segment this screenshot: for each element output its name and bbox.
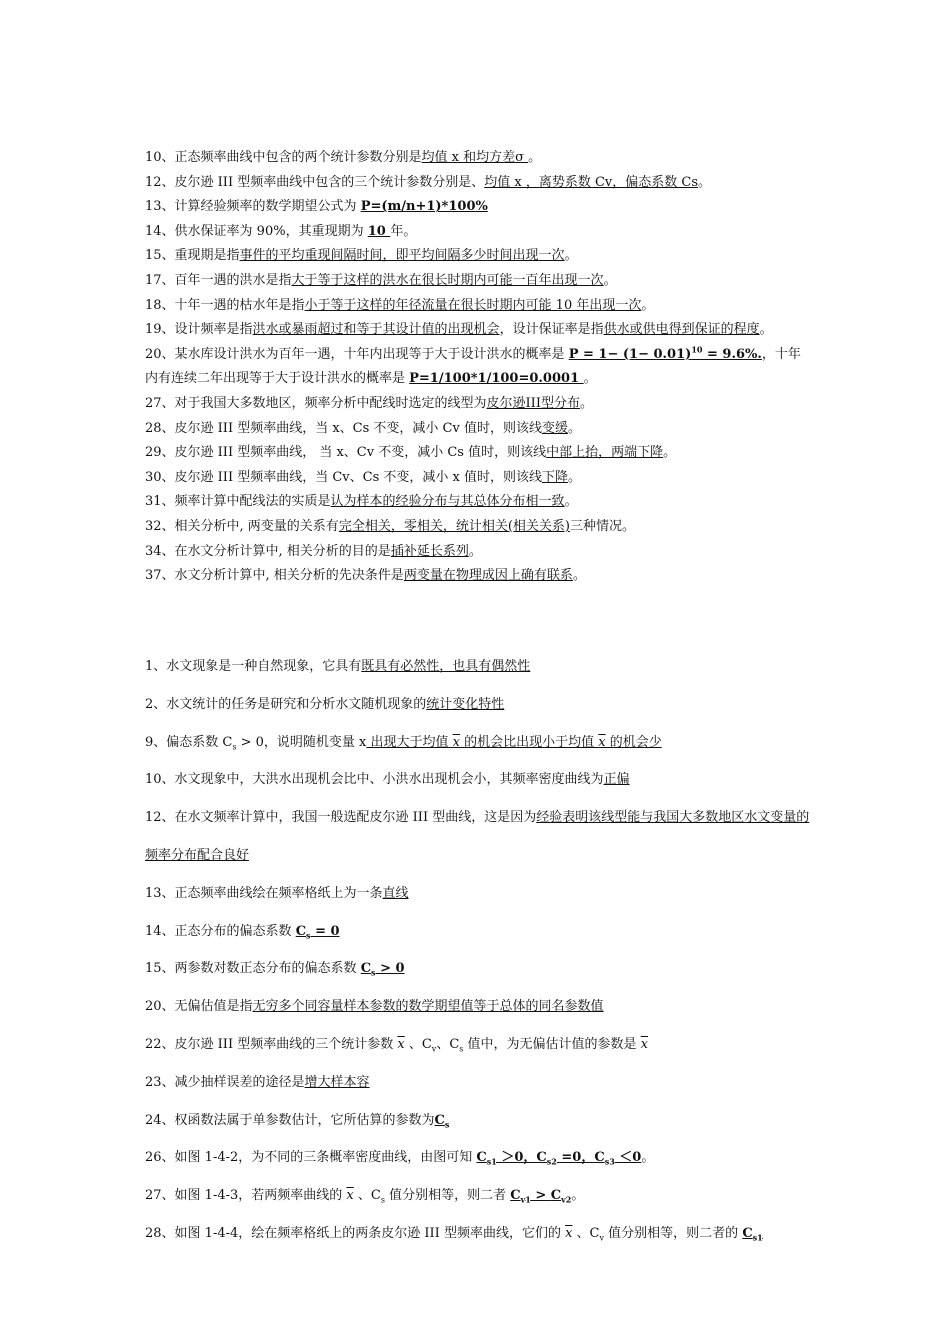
x-bar-symbol: $\overline{x}$ (346, 1188, 354, 1204)
symbol: C (742, 1225, 753, 1241)
punctuation: 。 (568, 420, 582, 436)
answer-text: 变缓 (541, 420, 568, 436)
question-text: 1、水文现象是一种自然现象，它具有 (145, 659, 362, 674)
subscript: v2 (561, 1194, 572, 1205)
question-text: 14、正态分布的偏态系数 (145, 923, 296, 939)
answer-part: 的机会比出现小于均值 (459, 734, 599, 750)
question-text: > 0，说明随机变量 x (236, 734, 367, 750)
symbol: C (476, 1150, 487, 1166)
question-text: 23、减少抽样误差的途径是 (145, 1074, 305, 1090)
punctuation: 。 (571, 1188, 585, 1204)
punctuation: 。 (564, 494, 578, 510)
punctuation: 。 (698, 174, 712, 190)
question-text: 10、正态频率曲线中包含的两个统计参数分别是 (145, 150, 422, 165)
subscript: v1 (520, 1194, 531, 1205)
question-text: 13、正态频率曲线绘在频率格纸上为一条 (145, 885, 383, 901)
question-31 (145, 490, 810, 515)
answer-text: 均值 x ，离势系数 Cv，偏态系数 Cs (484, 174, 698, 190)
question-text: 13、计算经验频率的数学期望公式为 (145, 199, 361, 215)
question-text: 20、某水库设计洪水为百年一遇，十年内出现等于大于设计洪水的概率是 (145, 346, 569, 362)
question-text: 值分别相等，则二者的 (604, 1225, 743, 1241)
question-29 (145, 441, 810, 466)
question-18 (145, 294, 810, 319)
question-23 (145, 1064, 810, 1102)
subscript: s (380, 1195, 385, 1205)
answer-text: 插补延长系列 (390, 543, 469, 559)
punctuation: 。 (759, 322, 773, 338)
answer-text (435, 1113, 450, 1128)
answer-text: 供水或供电得到保证的程度 (603, 322, 760, 338)
symbol: C (594, 1150, 605, 1166)
question-text: 10、水文现象中，大洪水出现机会比中、小洪水出现机会小，其频率密度曲线为 (145, 772, 604, 788)
question-32 (145, 515, 810, 540)
question-10 (145, 146, 810, 171)
question-text: 18、十年一遇的枯水年是指 (145, 297, 305, 313)
question-text: 、C (404, 1036, 432, 1052)
answer-text: P=(m/n+1)*100% (360, 199, 488, 215)
subscript: v (599, 1233, 605, 1243)
answer-text (510, 1188, 571, 1203)
question-13 (145, 195, 810, 220)
question-text: 30、皮尔逊 III 型频率曲线，当 Cv、Cs 不变，减小 x 值时，则该线 (145, 469, 542, 485)
punctuation: 。 (528, 150, 542, 165)
punctuation: 年。 (390, 223, 417, 239)
answer-part: =0， (556, 1150, 595, 1166)
symbol: C (295, 923, 307, 939)
question-text: 、C (436, 1036, 460, 1052)
answer-text: 皮尔逊III型分布 (486, 395, 580, 411)
subscript: s (444, 1119, 450, 1130)
x-bar-symbol: x (598, 734, 606, 750)
answer-text: 统计变化特性 (426, 696, 505, 712)
answer-list-fill-in (145, 146, 810, 589)
question-9 (145, 724, 810, 762)
answer-text (361, 961, 405, 976)
question-text: 2、水文统计的任务是研究和分析水文随机现象的 (145, 696, 427, 712)
question-text: 27、对于我国大多数地区，频率分析中配线时选定的线型为 (145, 395, 487, 411)
answer-text (366, 735, 661, 750)
question-text: 9、偏态系数 C (145, 734, 233, 750)
question-22 (145, 1026, 810, 1064)
question-text: 15、两参数对数正态分布的偏态系数 (145, 961, 361, 977)
symbol: C (510, 1188, 521, 1204)
answer-text: 既具有必然性，也具有偶然性 (361, 659, 531, 674)
answer-x-bar-symbol: $\overline{x}$ (640, 1036, 648, 1052)
subscript: v (431, 1044, 437, 1054)
question-26 (145, 1139, 810, 1177)
question-text: 值中，为无偏估计值的参数是 (463, 1036, 641, 1052)
question-text: ，十年内有连续二年出现等于大于设计洪水的概率是 (145, 346, 801, 387)
question-10b (145, 761, 810, 799)
question-text: 20、无偏估值是指 (145, 999, 253, 1015)
question-24 (145, 1102, 810, 1140)
answer-text: 大于等于这样的洪水在很长时期内可能一百年出现一次 (291, 272, 604, 288)
answer-text: 均值 x 和均方差σ (421, 150, 529, 165)
question-12b (145, 799, 810, 875)
question-2 (145, 686, 810, 724)
question-30 (145, 466, 810, 491)
answer-part: > (530, 1188, 551, 1204)
answer-text: 增大样本容 (304, 1074, 370, 1090)
question-20 (145, 343, 810, 392)
question-20b (145, 988, 810, 1026)
symbol: C (536, 1150, 547, 1166)
answer-formula-result: = 9.6%. (702, 346, 762, 362)
question-text: 14、供水保证率为 90%，其重现期为 (145, 223, 368, 239)
question-19 (145, 318, 810, 343)
question-27b (145, 1177, 810, 1215)
answer-text: 正偏 (603, 772, 630, 788)
answer-text: 经验表明该线型能与我国大多数地区水文变量的频率分布配合良好 (145, 810, 810, 863)
answer-text (296, 924, 340, 939)
question-text: 值分别相等，则二者 (384, 1188, 511, 1204)
question-text: 28、如图 1-4-4，绘在频率格纸上的两条皮尔逊 III 型频率曲线，它们的 (145, 1225, 566, 1241)
symbol: C (550, 1188, 562, 1204)
subscript: s (371, 967, 376, 978)
question-text: 22、皮尔逊 III 型频率曲线的三个统计参数 (145, 1036, 398, 1052)
answer-part: = 0 (310, 923, 340, 939)
symbol: C (360, 961, 372, 977)
x-bar-symbol: $\overline{x}$ (565, 1225, 573, 1241)
punctuation: 。 (468, 543, 482, 559)
answer-text (476, 1150, 641, 1165)
question-text: 12、皮尔逊 III 型频率曲线中包含的三个统计参数分别是、 (145, 174, 485, 190)
punctuation: 。 (603, 272, 617, 288)
punctuation: 。 (572, 568, 586, 584)
answer-text: 下降 (541, 469, 568, 485)
punctuation: 。 (583, 371, 597, 387)
subscript: s2 (546, 1156, 557, 1167)
question-15b (145, 950, 810, 988)
question-text: 31、频率计算中配线法的实质是 (145, 494, 331, 510)
answer-part: > 0 (375, 961, 405, 977)
question-14 (145, 220, 810, 245)
question-text: 24、权函数法属于单参数估计，它所估算的参数为 (145, 1112, 435, 1128)
answer-text: 完全相关，零相关，统计相关(相关关系) (338, 518, 570, 534)
question-17 (145, 269, 810, 294)
question-text: ，设计保证率是指 (499, 322, 604, 338)
punctuation: 。 (663, 445, 677, 461)
answer-part: 的机会少 (605, 734, 662, 750)
answer-part: ＜0 (614, 1150, 642, 1166)
punctuation: 。 (641, 297, 655, 313)
question-text: 32、相关分析中, 两变量的关系有 (145, 518, 339, 534)
question-34 (145, 540, 810, 565)
question-15 (145, 244, 810, 269)
question-12 (145, 171, 810, 196)
question-14b (145, 913, 810, 951)
answer-list-second (145, 648, 810, 1253)
punctuation: 。 (579, 395, 593, 411)
answer-part: 出现大于均值 (366, 734, 453, 750)
question-text: 37、水文分析计算中, 相关分析的先决条件是 (145, 568, 404, 584)
question-13b (145, 875, 810, 913)
answer-part: ＞0， (496, 1150, 537, 1166)
answer-text: 直线 (382, 885, 409, 901)
question-text: 三种情况。 (569, 518, 635, 534)
subscript: s (232, 742, 237, 752)
subscript: s (459, 1044, 464, 1054)
answer-text: 小于等于这样的年径流量在很长时期内可能 10 年出现一次 (304, 297, 642, 313)
question-text: 29、皮尔逊 III 型频率曲线， 当 x、Cv 不变，减小 Cs 值时，则该线 (145, 445, 547, 461)
subscript: s1 (752, 1232, 763, 1243)
subscript: s (306, 930, 311, 941)
question-text: 、C (353, 1188, 381, 1204)
answer-text: 认为样本的经验分布与其总体分布相一致 (330, 494, 565, 510)
subscript: s3 (604, 1156, 615, 1167)
answer-text (742, 1226, 762, 1241)
question-text: 12、在水文频率计算中，我国一般选配皮尔逊 III 型曲线，这是因为 (145, 810, 537, 826)
answer-text: 洪水或暴雨超过和等于其设计值的出现机会 (252, 322, 500, 338)
question-text: 19、设计频率是指 (145, 322, 253, 338)
answer-text: 中部上抬，两端下降 (546, 445, 664, 461)
question-text: 27、如图 1-4-3，若两频率曲线的 (145, 1188, 347, 1204)
subscript: s1 (486, 1156, 497, 1167)
exponent: 10 (691, 344, 703, 355)
symbol: C (434, 1112, 445, 1128)
question-text: 26、如图 1-4-2，为不同的三条概率密度曲线，由图可知 (145, 1150, 477, 1166)
answer-formula: P = 1− (1− 0.01) (568, 346, 692, 362)
answer-text: 事件的平均重现间隔时间，即平均间隔多少时间出现一次 (239, 248, 565, 264)
x-bar-symbol: x (452, 734, 460, 750)
punctuation: 。 (641, 1150, 655, 1166)
question-text: 、C (572, 1225, 600, 1241)
question-text: 34、在水文分析计算中, 相关分析的目的是 (145, 543, 391, 559)
question-28 (145, 417, 810, 442)
question-text: 28、皮尔逊 III 型频率曲线，当 x、Cs 不变，减小 Cv 值时，则该线 (145, 420, 542, 436)
answer-text: 两变量在物理成因上确有联系 (403, 568, 573, 584)
question-text: 15、重现期是指 (145, 248, 240, 264)
x-bar-symbol: $\overline{x}$ (397, 1036, 405, 1052)
question-37 (145, 564, 810, 589)
punctuation: 。 (564, 248, 578, 264)
answer-text (568, 344, 762, 362)
question-1 (145, 648, 810, 686)
answer-text: P=1/100*1/100=0.0001 (409, 371, 584, 387)
question-28b (145, 1215, 810, 1253)
question-27 (145, 392, 810, 417)
question-text: 17、百年一遇的洪水是指 (145, 272, 292, 288)
punctuation: 。 (568, 469, 582, 485)
answer-text: 无穷多个同容量样本参数的数学期望值等于总体的同名参数值 (252, 999, 604, 1015)
answer-text: 10 (367, 223, 391, 239)
